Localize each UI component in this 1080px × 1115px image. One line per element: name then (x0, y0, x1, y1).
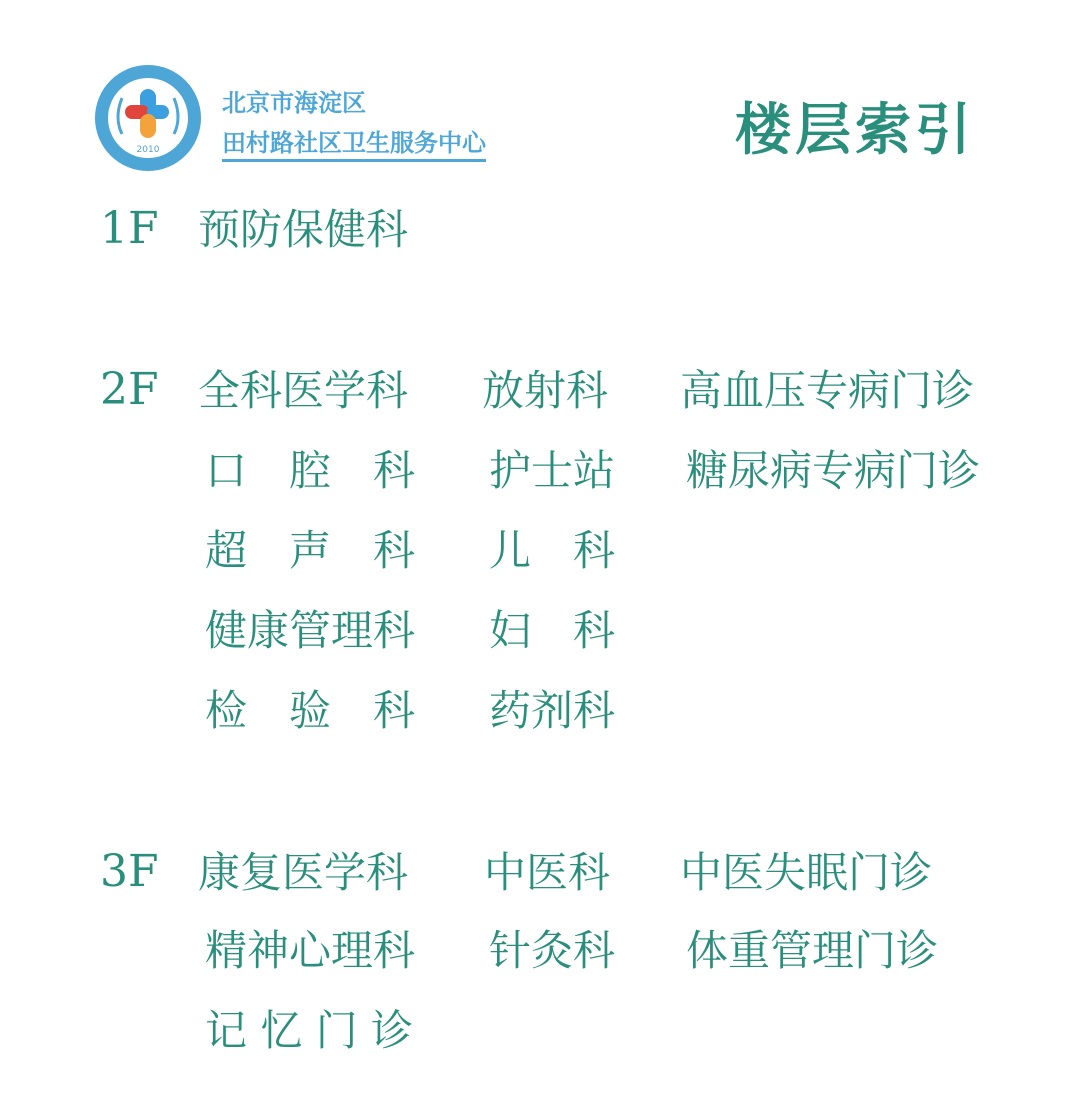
dept-2f-c2-1: 放射科 (482, 366, 609, 415)
floor-label-2f: 2F (100, 364, 159, 415)
dept-3f-c2-1: 中医科 (484, 848, 611, 897)
dept-1f-1: 预防保健科 (198, 205, 409, 254)
org-center-name: 田村路社区卫生服务中心 (222, 128, 486, 162)
dept-2f-c1-5: 检 验 科 (205, 686, 416, 735)
org-logo (92, 62, 204, 174)
dept-2f-c2-3: 儿 科 (489, 526, 616, 575)
dept-3f-c1-2: 精神心理科 (205, 926, 416, 975)
page-title: 楼层索引 (735, 97, 975, 163)
organization-name (222, 88, 486, 162)
dept-2f-c2-4: 妇 科 (489, 606, 616, 655)
dept-2f-c3-2: 糖尿病专病门诊 (686, 446, 981, 495)
dept-3f-c1-3: 记 忆 门 诊 (205, 1006, 414, 1055)
dept-2f-c3-1: 高血压专病门诊 (680, 366, 975, 415)
dept-2f-c1-1: 全科医学科 (198, 366, 409, 415)
dept-2f-c1-4: 健康管理科 (205, 606, 416, 655)
dept-3f-c2-2: 针灸科 (489, 926, 616, 975)
floor-label-3f: 3F (100, 846, 159, 897)
dept-3f-c3-2: 体重管理门诊 (686, 926, 939, 975)
dept-3f-c1-1: 康复医学科 (198, 848, 409, 897)
floor-label-1f: 1F (100, 203, 159, 254)
dept-2f-c2-5: 药剂科 (489, 686, 616, 735)
org-district: 北京市海淀区 (222, 89, 366, 117)
dept-2f-c1-3: 超 声 科 (205, 526, 416, 575)
logo-year: 2010 (136, 145, 160, 155)
dept-3f-c3-1: 中医失眠门诊 (680, 848, 933, 897)
dept-2f-c1-2: 口 腔 科 (205, 446, 416, 495)
dept-2f-c2-2: 护士站 (489, 446, 616, 495)
